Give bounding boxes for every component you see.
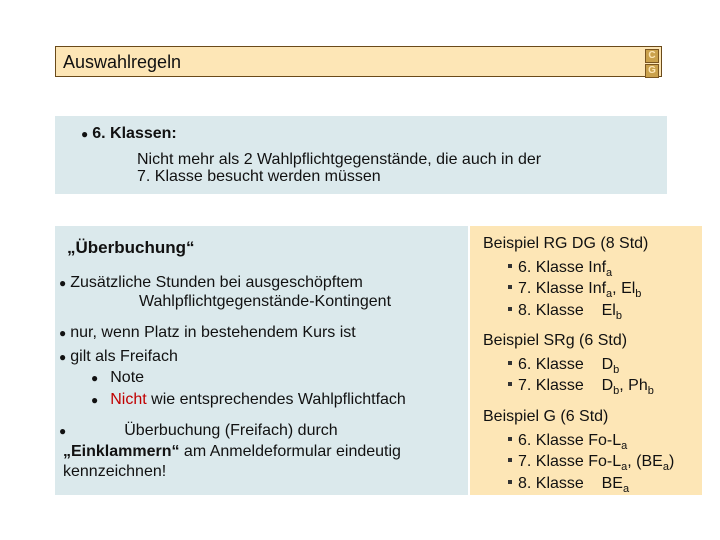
example-item-text: , Ph xyxy=(619,377,648,394)
overbooking-box xyxy=(55,226,468,495)
bullet-text: Überbuchung (Freifach) durch xyxy=(124,422,338,439)
bullet-icon: ● xyxy=(59,276,67,290)
example-item-text: 8. Klasse El xyxy=(518,302,616,319)
example-item-text: 8. Klasse BE xyxy=(518,475,623,492)
sub-bullet-text: wie entsprechendes Wahlpflichtfach xyxy=(146,391,406,408)
rule-heading xyxy=(81,125,177,143)
bullet-text-continued: kennzeichnen! xyxy=(63,463,167,480)
bullet-icon: ● xyxy=(59,326,67,340)
example-item xyxy=(508,432,627,450)
example-item-text: , (BE xyxy=(627,453,663,470)
rule-text-line1: Nicht mehr als 2 Wahlpflichtgegenstände, die auch in der xyxy=(137,151,542,168)
example-item xyxy=(508,302,622,320)
square-bullet-icon xyxy=(508,382,512,386)
subscript: a xyxy=(662,461,669,473)
subscript: b xyxy=(647,385,654,397)
example-heading: Beispiel RG DG (8 Std) xyxy=(483,235,649,252)
overbooking-heading: „Überbuchung“ xyxy=(67,238,195,257)
bullet-text: Zusätzliche Stunden bei ausgeschöpftem xyxy=(70,274,363,291)
sub-bullet-text: Note xyxy=(110,369,145,386)
bullet-icon: ● xyxy=(81,127,89,141)
bullet-text: am Anmeldeformular eindeutig xyxy=(179,443,401,460)
bullet-item xyxy=(59,348,178,366)
example-item-text: 7. Klasse D xyxy=(518,377,614,394)
bullet-icon: ● xyxy=(59,350,67,364)
sub-bullet-item xyxy=(91,369,144,387)
example-item xyxy=(508,280,641,298)
rule-text-line2: 7. Klasse besucht werden müssen xyxy=(137,168,381,185)
bullet-text-continued: Wahlpflichtgegenstände-Kontingent xyxy=(139,293,392,310)
example-heading: Beispiel G (6 Std) xyxy=(483,408,609,425)
subscript: a xyxy=(622,483,630,495)
page-title: Auswahlregeln xyxy=(63,52,182,72)
bullet-icon: ● xyxy=(91,371,99,385)
square-bullet-icon xyxy=(508,361,512,365)
emphasis-text: Nicht xyxy=(110,391,147,408)
bullet-item xyxy=(59,324,356,342)
subscript: b xyxy=(615,310,622,322)
bullet-text: gilt als Freifach xyxy=(70,348,178,365)
bullet-icon: ● xyxy=(91,393,99,407)
example-item xyxy=(508,356,619,374)
example-item-text: , El xyxy=(612,280,636,297)
square-bullet-icon xyxy=(508,480,512,484)
example-item xyxy=(508,377,654,395)
logo-letter-top: C xyxy=(645,49,659,63)
square-bullet-icon xyxy=(508,437,512,441)
subscript: a xyxy=(621,440,628,452)
logo-letter-bottom: G xyxy=(645,64,659,78)
subscript: a xyxy=(606,267,613,279)
example-item-text: 6. Klasse Fo-L xyxy=(518,432,622,449)
example-item xyxy=(508,453,674,471)
title-bar xyxy=(55,46,662,77)
sub-bullet-item xyxy=(91,391,406,409)
examples-box xyxy=(470,226,702,495)
rule-heading-text: 6. Klassen: xyxy=(92,125,177,142)
square-bullet-icon xyxy=(508,307,512,311)
subscript: b xyxy=(635,288,642,300)
example-item xyxy=(508,475,629,493)
square-bullet-icon xyxy=(508,285,512,289)
emphasis-text: „Einklammern“ xyxy=(63,443,180,460)
rule-6th-grade-box xyxy=(55,116,667,194)
example-item xyxy=(508,259,612,277)
square-bullet-icon xyxy=(508,264,512,268)
subscript: b xyxy=(613,385,620,397)
subscript: a xyxy=(621,461,628,473)
bullet-item xyxy=(59,422,338,440)
example-heading: Beispiel SRg (6 Std) xyxy=(483,332,628,349)
example-item-text: 6. Klasse D xyxy=(518,356,614,373)
example-item-text: 7. Klasse Fo-L xyxy=(518,453,622,470)
example-item-text: 6. Klasse Inf xyxy=(518,259,607,276)
bullet-item xyxy=(59,274,363,292)
bullet-text-continued xyxy=(63,443,401,461)
example-item-text: 7. Klasse Inf xyxy=(518,280,607,297)
subscript: a xyxy=(606,288,613,300)
bullet-icon: ● xyxy=(59,424,67,438)
bullet-text: nur, wenn Platz in bestehendem Kurs ist xyxy=(70,324,356,341)
example-item-text: ) xyxy=(668,453,675,470)
school-logo xyxy=(645,49,659,74)
square-bullet-icon xyxy=(508,458,512,462)
subscript: b xyxy=(613,364,620,376)
